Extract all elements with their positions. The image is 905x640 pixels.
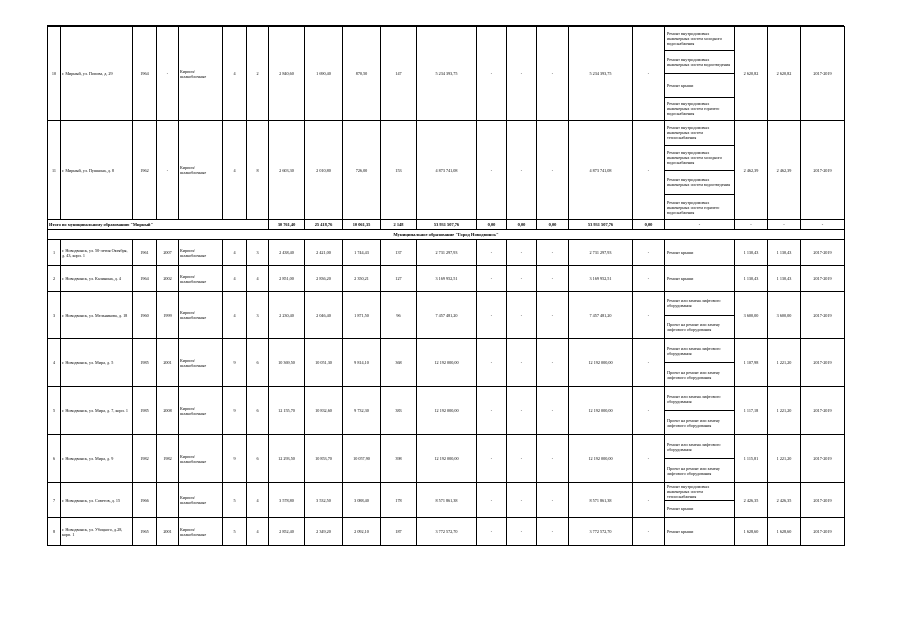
cost-budget-regional: -: [507, 121, 537, 220]
work-item: Ремонт или замена лифтового оборудования: [667, 298, 721, 309]
year-repaired: 2001: [157, 518, 179, 546]
works-cell: [665, 240, 735, 266]
unit-cost: 1 130,43: [735, 266, 768, 292]
cost-fund: -: [477, 266, 507, 292]
table-row: [48, 240, 845, 266]
table-row: [48, 518, 845, 546]
row-number: 1: [48, 240, 61, 266]
area-living: 2 010,80: [305, 121, 343, 220]
cost-budget-regional: -: [507, 387, 537, 435]
total-area: 30 761,40: [269, 220, 305, 230]
cost-owners: 4 873 741,08: [569, 121, 633, 220]
address: г. Мирный, ул. Попова, д. 29: [61, 27, 133, 121]
unit-cost: 2 462,39: [735, 121, 768, 220]
residents: 137: [381, 240, 417, 266]
area-living: 2 349,20: [305, 518, 343, 546]
floors: 5: [223, 483, 247, 518]
work-item: Проект на ремонт или замену лифтового оборудования: [665, 410, 734, 434]
entrances: 6: [247, 339, 269, 387]
work-item: Ремонт внутридомовых инженерных систем водоотведения: [665, 170, 734, 195]
rows-bottom-group: [48, 240, 845, 546]
year-built: 1961: [133, 240, 157, 266]
year-repaired: 1999: [157, 292, 179, 339]
cost-owners: 12 192 000,00: [569, 435, 633, 483]
works-cell: [665, 483, 735, 518]
address: г. Новодвинск, ул. Мельникова, д. 18: [61, 292, 133, 339]
cost-fund: -: [477, 387, 507, 435]
limit-cost: 1 130,43: [768, 240, 801, 266]
cost-budget-regional: -: [507, 292, 537, 339]
table-row: [48, 483, 845, 518]
address: г. Новодвинск, ул. Калинина, д. 4: [61, 266, 133, 292]
cost-budget-local: -: [537, 339, 569, 387]
residents: 368: [381, 339, 417, 387]
cost-owners: 12 192 000,00: [569, 339, 633, 387]
address: г. Новодвинск, ул. Мира, д. 5: [61, 339, 133, 387]
cost-fund: -: [477, 483, 507, 518]
address: г. Новодвинск, ул. Убоцкого, д.28, корп. 1: [61, 518, 133, 546]
works-cell: [665, 518, 735, 546]
row-number: 11: [48, 121, 61, 220]
year-built: 1962: [133, 121, 157, 220]
unit-cost: 1 130,43: [735, 240, 768, 266]
work-item: Ремонт крыши: [665, 500, 734, 518]
wall-material: Кирпич/ шлакоблочные: [179, 292, 223, 339]
area-residential: 2 350,21: [343, 266, 381, 292]
entrances: 3: [247, 292, 269, 339]
floors: 4: [223, 240, 247, 266]
cost-fund: -: [477, 292, 507, 339]
total-cost: 53 931 507,76: [417, 220, 477, 230]
area-living: 10 051,30: [305, 339, 343, 387]
area-total: 2 438,40: [269, 240, 305, 266]
address: г. Новодвинск, ул. Советов, д. 15: [61, 483, 133, 518]
total-period-dash: -: [801, 220, 845, 230]
wall-material: Кирпич/ шлакоблочные: [179, 266, 223, 292]
year-built: 1965: [133, 518, 157, 546]
residents: 153: [381, 121, 417, 220]
address: г. Новодвинск, ул. Мира, д. 9: [61, 435, 133, 483]
cost-budget-local: -: [537, 483, 569, 518]
cost-budget-regional: -: [507, 27, 537, 121]
year-repaired: -: [157, 27, 179, 121]
period: 2017-2019: [801, 387, 845, 435]
table-row: [48, 387, 845, 435]
residents: 147: [381, 27, 417, 121]
area-living: 10 853,70: [305, 435, 343, 483]
cost-budget-regional: -: [507, 483, 537, 518]
total-group: [48, 220, 845, 240]
cost-total: 2 731 297,93: [417, 240, 477, 266]
table-row: [48, 266, 845, 292]
area-residential: 10 057,90: [343, 435, 381, 483]
section-header-row: [48, 230, 845, 240]
cost-other: -: [633, 121, 665, 220]
area-total: 2 840,60: [269, 27, 305, 121]
entrances: 6: [247, 387, 269, 435]
cost-owners: 8 571 861,38: [569, 483, 633, 518]
cost-other: -: [633, 292, 665, 339]
work-item: Ремонт крыши: [667, 276, 694, 281]
area-total: 2 852,40: [269, 518, 305, 546]
area-residential: 1 871,50: [343, 292, 381, 339]
total-c1: 0,00: [477, 220, 507, 230]
total-works-dash: -: [665, 220, 735, 230]
cost-budget-local: -: [537, 266, 569, 292]
area-residential: 3 088,40: [343, 483, 381, 518]
total-c3: 0,00: [537, 220, 569, 230]
area-total: 10 369,50: [269, 339, 305, 387]
unit-cost: 1 107,98: [735, 339, 768, 387]
area-total: 12 155,70: [269, 387, 305, 435]
entrances: 4: [247, 518, 269, 546]
limit-cost: 1 628,60: [768, 518, 801, 546]
cost-owners: 5 234 393,75: [569, 27, 633, 121]
unit-cost: 1 628,60: [735, 518, 768, 546]
wall-material: Кирпич/ шлакоблочные: [179, 435, 223, 483]
area-living: 1 690,40: [305, 27, 343, 121]
wall-material: Кирпич/ шлакоблочные: [179, 240, 223, 266]
works-cell: [665, 387, 735, 435]
work-item: Ремонт внутридомовых инженерных систем теплоснабжения: [667, 483, 710, 499]
cost-other: -: [633, 483, 665, 518]
entrances: 2: [247, 27, 269, 121]
area-total: 12 293,50: [269, 435, 305, 483]
works-cell: [665, 121, 735, 220]
work-item: Ремонт крыши: [667, 529, 694, 534]
work-item: Ремонт внутридомовых инженерных систем холодного водоснабжения: [667, 30, 723, 46]
work-item: Ремонт внутридомовых инженерных систем холодного водоснабжения: [665, 145, 734, 170]
table-row: [48, 121, 845, 220]
cost-other: -: [633, 339, 665, 387]
period: 2017-2019: [801, 240, 845, 266]
year-built: 1985: [133, 387, 157, 435]
row-number: 5: [48, 387, 61, 435]
period: 2017-2019: [801, 339, 845, 387]
section-title: Муниципальное образование "Город Новодвинск": [48, 230, 845, 240]
area-total: 2 851,00: [269, 266, 305, 292]
repair-program-table: [47, 26, 845, 546]
year-repaired: [157, 483, 179, 518]
cost-fund: -: [477, 121, 507, 220]
address: г. Новодвинск, ул. 50-летия Октября, д. 43, корп. 1: [61, 240, 133, 266]
cost-owners: 7 457 481,20: [569, 292, 633, 339]
work-item: Ремонт крыши: [665, 73, 734, 97]
address: г. Новодвинск, ул. Мира, д. 7, корп. 1: [61, 387, 133, 435]
cost-total: 7 457 481,20: [417, 292, 477, 339]
cost-total: 12 192 000,00: [417, 387, 477, 435]
work-item: Ремонт или замена лифтового оборудования: [667, 393, 721, 404]
unit-cost: 1 115,81: [735, 435, 768, 483]
limit-cost: 2 620,82: [768, 27, 801, 121]
floors: 9: [223, 435, 247, 483]
floors: 4: [223, 121, 247, 220]
cost-owners: 3 169 952,51: [569, 266, 633, 292]
total-c5: 0,00: [633, 220, 665, 230]
wall-material: Кирпич/ шлакоблочные: [179, 339, 223, 387]
limit-cost: 2 426,35: [768, 483, 801, 518]
cost-other: -: [633, 435, 665, 483]
cost-budget-regional: -: [507, 518, 537, 546]
cost-budget-local: -: [537, 518, 569, 546]
limit-cost: 1 221,20: [768, 387, 801, 435]
year-repaired: 2001: [157, 339, 179, 387]
residents: 187: [381, 518, 417, 546]
cost-total: 3 772 572,70: [417, 518, 477, 546]
cost-budget-regional: -: [507, 339, 537, 387]
wall-material: Кирпич/ шлакоблочные: [179, 518, 223, 546]
works-cell: [665, 292, 735, 339]
total-c2: 0,00: [507, 220, 537, 230]
work-item: Ремонт внутридомовых инженерных систем горячего водоснабжения: [665, 97, 734, 121]
entrances: 6: [247, 435, 269, 483]
year-repaired: 2002: [157, 266, 179, 292]
cost-total: 4 873 741,08: [417, 121, 477, 220]
table-row: [48, 292, 845, 339]
residents: 127: [381, 266, 417, 292]
cost-budget-regional: -: [507, 435, 537, 483]
limit-cost: 1 221,20: [768, 435, 801, 483]
area-residential: 870,50: [343, 27, 381, 121]
total-area-b: 10 061,35: [343, 220, 381, 230]
work-item: Ремонт крыши: [667, 250, 694, 255]
work-item: Ремонт внутридомовых инженерных систем теплоснабжения: [667, 125, 710, 141]
cost-fund: -: [477, 518, 507, 546]
unit-cost: 1 117,18: [735, 387, 768, 435]
row-number: 2: [48, 266, 61, 292]
period: 2017-2019: [801, 435, 845, 483]
area-living: 2 421,00: [305, 240, 343, 266]
wall-material: Кирпич/ шлакоблочные: [179, 387, 223, 435]
area-residential: 9 814,10: [343, 339, 381, 387]
total-limit-dash: -: [768, 220, 801, 230]
year-repaired: 1982: [157, 435, 179, 483]
year-built: 1982: [133, 435, 157, 483]
area-total: 2 603,30: [269, 121, 305, 220]
work-item: Проект на ремонт или замену лифтового оборудования: [665, 315, 734, 339]
residents: 398: [381, 435, 417, 483]
entrances: 3: [247, 240, 269, 266]
total-c4: 53 931 507,76: [569, 220, 633, 230]
area-residential: 726,00: [343, 121, 381, 220]
residents: 178: [381, 483, 417, 518]
residents: 96: [381, 292, 417, 339]
cost-other: -: [633, 266, 665, 292]
wall-material: Кирпич/ шлакоблочные: [179, 483, 223, 518]
table-row: [48, 435, 845, 483]
cost-total: 12 192 000,00: [417, 339, 477, 387]
cost-budget-regional: -: [507, 240, 537, 266]
work-item: Ремонт или замена лифтового оборудования: [667, 441, 721, 452]
cost-total: 3 169 952,51: [417, 266, 477, 292]
floors: 4: [223, 27, 247, 121]
work-item: Ремонт внутридомовых инженерных систем горячего водоснабжения: [665, 194, 734, 219]
floors: 4: [223, 266, 247, 292]
floors: 9: [223, 387, 247, 435]
floors: 5: [223, 518, 247, 546]
total-residents: 2 148: [381, 220, 417, 230]
cost-total: 12 192 000,00: [417, 435, 477, 483]
rows-top-group: [48, 27, 845, 220]
year-repaired: 2008: [157, 387, 179, 435]
total-area-a: 25 418,76: [305, 220, 343, 230]
cost-budget-local: -: [537, 121, 569, 220]
limit-cost: 1 221,20: [768, 339, 801, 387]
limit-cost: 3 600,00: [768, 292, 801, 339]
cost-owners: 2 731 297,93: [569, 240, 633, 266]
area-living: 2 046,40: [305, 292, 343, 339]
year-repaired: 2007: [157, 240, 179, 266]
cost-budget-local: -: [537, 27, 569, 121]
wall-material: Кирпич/ шлакоблочные: [179, 121, 223, 220]
cost-fund: -: [477, 27, 507, 121]
row-number: 3: [48, 292, 61, 339]
period: 2017-2019: [801, 121, 845, 220]
cost-total: 5 234 393,75: [417, 27, 477, 121]
cost-budget-local: -: [537, 240, 569, 266]
entrances: 8: [247, 121, 269, 220]
limit-cost: 1 130,43: [768, 266, 801, 292]
cost-total: 8 571 861,38: [417, 483, 477, 518]
cost-budget-local: -: [537, 435, 569, 483]
limit-cost: 2 462,39: [768, 121, 801, 220]
works-cell: [665, 435, 735, 483]
cost-budget-regional: -: [507, 266, 537, 292]
row-number: 10: [48, 27, 61, 121]
cost-owners: 3 772 572,70: [569, 518, 633, 546]
period: 2017-2019: [801, 266, 845, 292]
period: 2017-2019: [801, 27, 845, 121]
row-number: 6: [48, 435, 61, 483]
cost-other: -: [633, 27, 665, 121]
cost-fund: -: [477, 240, 507, 266]
total-unit-dash: -: [735, 220, 768, 230]
year-built: 1966: [133, 483, 157, 518]
works-cell: [665, 339, 735, 387]
cost-other: -: [633, 518, 665, 546]
year-built: 1985: [133, 339, 157, 387]
period: 2017-2019: [801, 292, 845, 339]
municipal-total-row: [48, 220, 845, 230]
works-cell: [665, 266, 735, 292]
row-number: 7: [48, 483, 61, 518]
area-residential: 9 732,30: [343, 387, 381, 435]
residents: 383: [381, 387, 417, 435]
work-item: Проект на ремонт или замену лифтового оборудования: [665, 458, 734, 482]
table-row: [48, 339, 845, 387]
period: 2017-2019: [801, 483, 845, 518]
entrances: 4: [247, 266, 269, 292]
entrances: 4: [247, 483, 269, 518]
year-built: 1964: [133, 27, 157, 121]
unit-cost: 2 620,82: [735, 27, 768, 121]
row-number: 8: [48, 518, 61, 546]
wall-material: Кирпич/ шлакоблочные: [179, 27, 223, 121]
cost-budget-local: -: [537, 387, 569, 435]
work-item: Ремонт или замена лифтового оборудования: [667, 345, 721, 356]
cost-fund: -: [477, 339, 507, 387]
period: 2017-2019: [801, 518, 845, 546]
floors: 4: [223, 292, 247, 339]
floors: 9: [223, 339, 247, 387]
year-built: 1960: [133, 292, 157, 339]
area-living: 3 532,50: [305, 483, 343, 518]
cost-fund: -: [477, 435, 507, 483]
cost-other: -: [633, 240, 665, 266]
area-living: 10 832,60: [305, 387, 343, 435]
total-label: Итого по муниципальному образованию "Мирный": [48, 220, 269, 230]
work-item: Ремонт внутридомовых инженерных систем водоотведения: [665, 50, 734, 74]
year-built: 1964: [133, 266, 157, 292]
register-table-sheet: [47, 25, 844, 543]
address: г. Мирный, ул. Пушкина, д. 8: [61, 121, 133, 220]
cost-owners: 12 192 000,00: [569, 387, 633, 435]
area-residential: 1 744,43: [343, 240, 381, 266]
works-cell: [665, 27, 735, 121]
year-repaired: -: [157, 121, 179, 220]
unit-cost: 3 600,00: [735, 292, 768, 339]
area-total: 3 578,80: [269, 483, 305, 518]
cost-budget-local: -: [537, 292, 569, 339]
area-living: 2 836,20: [305, 266, 343, 292]
area-residential: 2 092,10: [343, 518, 381, 546]
cost-other: -: [633, 387, 665, 435]
area-total: 2 230,40: [269, 292, 305, 339]
work-item: Проект на ремонт или замену лифтового оборудования: [665, 362, 734, 386]
table-row: [48, 27, 845, 121]
row-number: 4: [48, 339, 61, 387]
unit-cost: 2 426,35: [735, 483, 768, 518]
